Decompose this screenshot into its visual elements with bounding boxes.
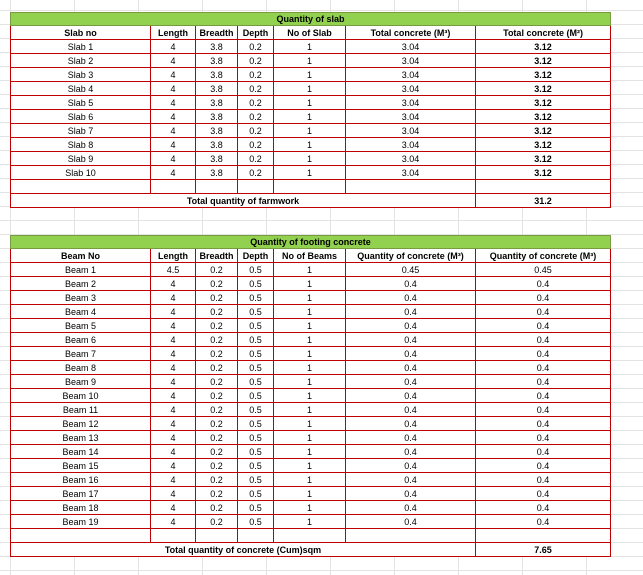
- slab-cell[interactable]: 1: [274, 166, 346, 180]
- beam-cell[interactable]: 1: [274, 473, 346, 487]
- beam-cell[interactable]: 0.4: [346, 487, 476, 501]
- beam-cell[interactable]: 4: [151, 333, 196, 347]
- beam-cell[interactable]: 1: [274, 487, 346, 501]
- beam-cell[interactable]: 1: [274, 375, 346, 389]
- beam-cell[interactable]: 0.2: [196, 473, 238, 487]
- beam-cell[interactable]: 4: [151, 375, 196, 389]
- slab-cell[interactable]: 3.12: [476, 110, 611, 124]
- slab-cell[interactable]: 4: [151, 124, 196, 138]
- beam-header-cell[interactable]: No of Beams: [274, 249, 346, 263]
- beam-cell[interactable]: 0.5: [238, 319, 274, 333]
- slab-header-cell[interactable]: Slab no: [11, 26, 151, 40]
- beam-cell[interactable]: 4: [151, 361, 196, 375]
- slab-cell[interactable]: 0.2: [238, 110, 274, 124]
- beam-cell[interactable]: Beam 12: [11, 417, 151, 431]
- slab-cell[interactable]: Slab 6: [11, 110, 151, 124]
- slab-cell[interactable]: Slab 7: [11, 124, 151, 138]
- beam-cell[interactable]: 1: [274, 515, 346, 529]
- slab-cell[interactable]: 3.04: [346, 138, 476, 152]
- beam-cell[interactable]: 0.2: [196, 305, 238, 319]
- table-row: [11, 473, 611, 487]
- beam-cell[interactable]: 4: [151, 487, 196, 501]
- table-row: [11, 389, 611, 403]
- table-row: [11, 40, 611, 54]
- beam-cell[interactable]: Beam 15: [11, 459, 151, 473]
- beam-cell[interactable]: Beam 4: [11, 305, 151, 319]
- slab-cell[interactable]: 3.04: [346, 110, 476, 124]
- blank-row: [11, 180, 611, 194]
- beam-cell[interactable]: 0.4: [476, 389, 611, 403]
- beam-cell[interactable]: 0.4: [346, 333, 476, 347]
- slab-cell[interactable]: 3.04: [346, 124, 476, 138]
- slab-total-label[interactable]: Total quantity of farmwork: [11, 194, 476, 208]
- beam-title-row: [11, 236, 611, 249]
- beam-header-cell[interactable]: Quantity of concrete (M³): [476, 249, 611, 263]
- slab-cell[interactable]: 1: [274, 152, 346, 166]
- beam-cell[interactable]: Beam 8: [11, 361, 151, 375]
- beam-cell[interactable]: 0.2: [196, 333, 238, 347]
- table-row: [11, 305, 611, 319]
- slab-cell[interactable]: 3.04: [346, 54, 476, 68]
- beam-cell[interactable]: 0.4: [476, 487, 611, 501]
- beam-cell[interactable]: 0.4: [346, 389, 476, 403]
- slab-cell[interactable]: 3.8: [196, 82, 238, 96]
- beam-cell[interactable]: 4: [151, 515, 196, 529]
- beam-cell[interactable]: 1: [274, 347, 346, 361]
- table-row: [11, 445, 611, 459]
- slab-cell[interactable]: Slab 10: [11, 166, 151, 180]
- empty-cell[interactable]: [238, 180, 274, 194]
- table-row: [11, 96, 611, 110]
- blank-row: [11, 529, 611, 543]
- beam-header-cell[interactable]: Depth: [238, 249, 274, 263]
- slab-cell[interactable]: 1: [274, 82, 346, 96]
- beam-header-row: [11, 249, 611, 263]
- slab-cell[interactable]: Slab 5: [11, 96, 151, 110]
- beam-cell[interactable]: 0.45: [346, 263, 476, 277]
- empty-cell[interactable]: [11, 529, 151, 543]
- slab-cell[interactable]: 1: [274, 138, 346, 152]
- slab-cell[interactable]: 1: [274, 110, 346, 124]
- empty-cell[interactable]: [274, 180, 346, 194]
- empty-cell[interactable]: [151, 529, 196, 543]
- slab-cell[interactable]: 4: [151, 68, 196, 82]
- beam-cell[interactable]: 0.4: [346, 459, 476, 473]
- beam-cell[interactable]: 0.4: [476, 459, 611, 473]
- slab-cell[interactable]: 3.12: [476, 138, 611, 152]
- beam-cell[interactable]: 4: [151, 347, 196, 361]
- table-row: [11, 124, 611, 138]
- beam-cell[interactable]: 0.4: [476, 277, 611, 291]
- beam-cell[interactable]: 0.5: [238, 277, 274, 291]
- slab-cell[interactable]: 3.04: [346, 166, 476, 180]
- slab-header-cell[interactable]: Depth: [238, 26, 274, 40]
- beam-header-cell[interactable]: Beam No: [11, 249, 151, 263]
- slab-cell[interactable]: 4: [151, 138, 196, 152]
- beam-cell[interactable]: 0.5: [238, 445, 274, 459]
- beam-cell[interactable]: Beam 19: [11, 515, 151, 529]
- beam-cell[interactable]: 0.4: [476, 291, 611, 305]
- beam-cell[interactable]: Beam 7: [11, 347, 151, 361]
- slab-total-value[interactable]: 31.2: [476, 194, 611, 208]
- beam-cell[interactable]: 1: [274, 459, 346, 473]
- slab-cell[interactable]: 0.2: [238, 82, 274, 96]
- slab-header-cell[interactable]: Breadth: [196, 26, 238, 40]
- slab-cell[interactable]: 3.8: [196, 40, 238, 54]
- beam-cell[interactable]: 4.5: [151, 263, 196, 277]
- beam-cell[interactable]: 4: [151, 445, 196, 459]
- beam-cell[interactable]: 0.2: [196, 277, 238, 291]
- table-row: [11, 459, 611, 473]
- beam-cell[interactable]: Beam 10: [11, 389, 151, 403]
- slab-cell[interactable]: 3.8: [196, 138, 238, 152]
- beam-cell[interactable]: 0.5: [238, 417, 274, 431]
- slab-cell[interactable]: 4: [151, 166, 196, 180]
- slab-cell[interactable]: 1: [274, 68, 346, 82]
- empty-cell[interactable]: [196, 180, 238, 194]
- beam-cell[interactable]: 1: [274, 277, 346, 291]
- beam-cell[interactable]: 1: [274, 501, 346, 515]
- beam-cell[interactable]: 0.4: [346, 375, 476, 389]
- table-row: [11, 138, 611, 152]
- beam-cell[interactable]: Beam 14: [11, 445, 151, 459]
- slab-cell[interactable]: 1: [274, 54, 346, 68]
- beam-cell[interactable]: 0.5: [238, 361, 274, 375]
- beam-cell[interactable]: 0.45: [476, 263, 611, 277]
- slab-cell[interactable]: 1: [274, 40, 346, 54]
- table-row: [11, 501, 611, 515]
- beam-cell[interactable]: 0.5: [238, 291, 274, 305]
- beam-cell[interactable]: 0.2: [196, 403, 238, 417]
- table-row: [11, 68, 611, 82]
- slab-cell[interactable]: 3.8: [196, 110, 238, 124]
- beam-cell[interactable]: Beam 6: [11, 333, 151, 347]
- slab-cell[interactable]: 4: [151, 110, 196, 124]
- slab-quantity-table: [10, 12, 611, 208]
- beam-cell[interactable]: 4: [151, 459, 196, 473]
- beam-cell[interactable]: Beam 16: [11, 473, 151, 487]
- empty-cell[interactable]: [346, 529, 476, 543]
- table-row: [11, 291, 611, 305]
- beam-total-label[interactable]: Total quantity of concrete (Cum)sqm: [11, 543, 476, 557]
- beam-cell[interactable]: 0.4: [346, 277, 476, 291]
- beam-cell[interactable]: 1: [274, 305, 346, 319]
- beam-cell[interactable]: 0.4: [346, 291, 476, 305]
- beam-cell[interactable]: 0.5: [238, 501, 274, 515]
- beam-cell[interactable]: 0.5: [238, 431, 274, 445]
- beam-cell[interactable]: 4: [151, 501, 196, 515]
- slab-cell[interactable]: 3.12: [476, 124, 611, 138]
- slab-cell[interactable]: Slab 4: [11, 82, 151, 96]
- beam-cell[interactable]: 0.4: [476, 403, 611, 417]
- beam-cell[interactable]: 0.4: [476, 361, 611, 375]
- beam-cell[interactable]: 4: [151, 431, 196, 445]
- beam-cell[interactable]: 0.2: [196, 291, 238, 305]
- beam-cell[interactable]: Beam 2: [11, 277, 151, 291]
- slab-cell[interactable]: 0.2: [238, 96, 274, 110]
- beam-cell[interactable]: 0.2: [196, 501, 238, 515]
- beam-cell[interactable]: 4: [151, 291, 196, 305]
- beam-cell[interactable]: 0.5: [238, 263, 274, 277]
- empty-cell[interactable]: [274, 529, 346, 543]
- slab-cell[interactable]: 4: [151, 82, 196, 96]
- beam-cell[interactable]: 0.4: [476, 417, 611, 431]
- table-row: [11, 403, 611, 417]
- table-row: [11, 152, 611, 166]
- table-row: [11, 333, 611, 347]
- slab-cell[interactable]: 4: [151, 40, 196, 54]
- beam-cell[interactable]: 0.4: [476, 305, 611, 319]
- beam-cell[interactable]: 1: [274, 445, 346, 459]
- slab-header-cell[interactable]: Total concrete (M³): [346, 26, 476, 40]
- beam-cell[interactable]: 0.4: [346, 445, 476, 459]
- beam-cell[interactable]: 0.4: [346, 305, 476, 319]
- beam-cell[interactable]: 4: [151, 319, 196, 333]
- beam-cell[interactable]: Beam 17: [11, 487, 151, 501]
- slab-cell[interactable]: 3.8: [196, 124, 238, 138]
- beam-total-value[interactable]: 7.65: [476, 543, 611, 557]
- slab-cell[interactable]: Slab 1: [11, 40, 151, 54]
- beam-cell[interactable]: 0.5: [238, 389, 274, 403]
- beam-cell[interactable]: 4: [151, 473, 196, 487]
- slab-cell[interactable]: 3.04: [346, 152, 476, 166]
- table-row: [11, 110, 611, 124]
- beam-cell[interactable]: 1: [274, 291, 346, 305]
- beam-cell[interactable]: 0.4: [476, 347, 611, 361]
- beam-cell[interactable]: 0.5: [238, 515, 274, 529]
- slab-cell[interactable]: 3.8: [196, 152, 238, 166]
- beam-cell[interactable]: Beam 3: [11, 291, 151, 305]
- slab-cell[interactable]: 0.2: [238, 40, 274, 54]
- beam-cell[interactable]: Beam 11: [11, 403, 151, 417]
- beam-cell[interactable]: 1: [274, 361, 346, 375]
- slab-cell[interactable]: 0.2: [238, 152, 274, 166]
- beam-cell[interactable]: 0.4: [476, 445, 611, 459]
- beam-cell[interactable]: 4: [151, 417, 196, 431]
- beam-cell[interactable]: 0.2: [196, 445, 238, 459]
- slab-cell[interactable]: 3.8: [196, 96, 238, 110]
- table-row: [11, 431, 611, 445]
- beam-cell[interactable]: 1: [274, 319, 346, 333]
- beam-cell[interactable]: 0.2: [196, 417, 238, 431]
- slab-cell[interactable]: 0.2: [238, 124, 274, 138]
- beam-cell[interactable]: 0.5: [238, 375, 274, 389]
- table-row: [11, 361, 611, 375]
- slab-cell[interactable]: 3.04: [346, 68, 476, 82]
- beam-cell[interactable]: 0.2: [196, 389, 238, 403]
- beam-cell[interactable]: 0.5: [238, 305, 274, 319]
- beam-cell[interactable]: 0.4: [346, 515, 476, 529]
- slab-cell[interactable]: 3.04: [346, 96, 476, 110]
- slab-cell[interactable]: 3.12: [476, 82, 611, 96]
- beam-header-cell[interactable]: Quantity of concrete (M³): [346, 249, 476, 263]
- beam-cell[interactable]: Beam 9: [11, 375, 151, 389]
- beam-cell[interactable]: 0.2: [196, 515, 238, 529]
- slab-cell[interactable]: Slab 9: [11, 152, 151, 166]
- beam-cell[interactable]: 0.2: [196, 459, 238, 473]
- slab-title[interactable]: Quantity of slab: [11, 13, 611, 26]
- table-row: [11, 417, 611, 431]
- beam-cell[interactable]: 0.4: [346, 417, 476, 431]
- beam-cell[interactable]: 0.4: [476, 501, 611, 515]
- footing-concrete-table: [10, 235, 611, 557]
- slab-cell[interactable]: 4: [151, 54, 196, 68]
- slab-cell[interactable]: 3.12: [476, 54, 611, 68]
- slab-header-cell[interactable]: Length: [151, 26, 196, 40]
- beam-cell[interactable]: 0.4: [476, 431, 611, 445]
- beam-title[interactable]: Quantity of footing concrete: [11, 236, 611, 249]
- slab-title-row: [11, 13, 611, 26]
- slab-cell[interactable]: Slab 8: [11, 138, 151, 152]
- beam-cell[interactable]: Beam 1: [11, 263, 151, 277]
- beam-cell[interactable]: 0.2: [196, 319, 238, 333]
- slab-cell[interactable]: 3.12: [476, 96, 611, 110]
- beam-cell[interactable]: 1: [274, 333, 346, 347]
- beam-cell[interactable]: 0.5: [238, 333, 274, 347]
- beam-cell[interactable]: 0.4: [346, 431, 476, 445]
- empty-cell[interactable]: [151, 180, 196, 194]
- empty-cell[interactable]: [11, 180, 151, 194]
- table-row: [11, 54, 611, 68]
- slab-cell[interactable]: Slab 2: [11, 54, 151, 68]
- beam-cell[interactable]: 0.2: [196, 375, 238, 389]
- beam-cell[interactable]: 0.5: [238, 347, 274, 361]
- slab-cell[interactable]: 3.12: [476, 152, 611, 166]
- table-row: [11, 277, 611, 291]
- beam-cell[interactable]: 1: [274, 431, 346, 445]
- beam-cell[interactable]: 0.5: [238, 459, 274, 473]
- slab-total-row: [11, 194, 611, 208]
- beam-cell[interactable]: Beam 18: [11, 501, 151, 515]
- beam-cell[interactable]: 1: [274, 403, 346, 417]
- empty-cell[interactable]: [346, 180, 476, 194]
- beam-cell[interactable]: 1: [274, 263, 346, 277]
- beam-cell[interactable]: 0.4: [476, 375, 611, 389]
- beam-cell[interactable]: 0.5: [238, 403, 274, 417]
- beam-cell[interactable]: 0.2: [196, 263, 238, 277]
- beam-total-row: [11, 543, 611, 557]
- slab-cell[interactable]: 0.2: [238, 138, 274, 152]
- beam-cell[interactable]: 0.2: [196, 431, 238, 445]
- table-row: [11, 347, 611, 361]
- beam-cell[interactable]: 0.4: [346, 319, 476, 333]
- slab-cell[interactable]: 3.8: [196, 68, 238, 82]
- table-row: [11, 82, 611, 96]
- beam-cell[interactable]: 0.4: [346, 403, 476, 417]
- empty-cell[interactable]: [196, 529, 238, 543]
- slab-cell[interactable]: 4: [151, 152, 196, 166]
- beam-cell[interactable]: 0.2: [196, 361, 238, 375]
- beam-cell[interactable]: Beam 13: [11, 431, 151, 445]
- beam-cell[interactable]: 0.4: [476, 473, 611, 487]
- beam-cell[interactable]: 0.4: [476, 515, 611, 529]
- slab-cell[interactable]: 3.8: [196, 54, 238, 68]
- beam-cell[interactable]: 0.5: [238, 473, 274, 487]
- beam-cell[interactable]: 0.4: [476, 319, 611, 333]
- slab-cell[interactable]: 3.8: [196, 166, 238, 180]
- beam-cell[interactable]: 1: [274, 389, 346, 403]
- slab-cell[interactable]: 4: [151, 96, 196, 110]
- beam-header-cell[interactable]: Length: [151, 249, 196, 263]
- beam-cell[interactable]: 1: [274, 417, 346, 431]
- slab-cell[interactable]: 3.04: [346, 40, 476, 54]
- slab-cell[interactable]: 0.2: [238, 54, 274, 68]
- beam-cell[interactable]: 0.4: [346, 361, 476, 375]
- table-row: [11, 515, 611, 529]
- beam-cell[interactable]: 0.4: [346, 473, 476, 487]
- beam-cell[interactable]: 0.2: [196, 487, 238, 501]
- beam-cell[interactable]: 0.2: [196, 347, 238, 361]
- beam-cell[interactable]: 4: [151, 403, 196, 417]
- slab-cell[interactable]: 3.04: [346, 82, 476, 96]
- beam-header-cell[interactable]: Breadth: [196, 249, 238, 263]
- slab-cell[interactable]: 0.2: [238, 166, 274, 180]
- slab-cell[interactable]: 3.12: [476, 40, 611, 54]
- empty-cell[interactable]: [476, 180, 611, 194]
- table-row: [11, 487, 611, 501]
- slab-cell[interactable]: 1: [274, 96, 346, 110]
- empty-cell[interactable]: [476, 529, 611, 543]
- beam-cell[interactable]: 0.4: [346, 347, 476, 361]
- empty-cell[interactable]: [238, 529, 274, 543]
- beam-cell[interactable]: 4: [151, 277, 196, 291]
- slab-header-cell[interactable]: No of Slab: [274, 26, 346, 40]
- slab-cell[interactable]: 0.2: [238, 68, 274, 82]
- table-row: [11, 166, 611, 180]
- slab-cell[interactable]: 1: [274, 124, 346, 138]
- beam-cell[interactable]: Beam 5: [11, 319, 151, 333]
- beam-cell[interactable]: 0.5: [238, 487, 274, 501]
- beam-cell[interactable]: 0.4: [346, 501, 476, 515]
- beam-cell[interactable]: 4: [151, 305, 196, 319]
- beam-cell[interactable]: 0.4: [476, 333, 611, 347]
- table-row: [11, 375, 611, 389]
- slab-cell[interactable]: 3.12: [476, 166, 611, 180]
- beam-cell[interactable]: 4: [151, 389, 196, 403]
- slab-cell[interactable]: 3.12: [476, 68, 611, 82]
- slab-header-row: [11, 26, 611, 40]
- table-row: [11, 319, 611, 333]
- slab-cell[interactable]: Slab 3: [11, 68, 151, 82]
- table-row: [11, 263, 611, 277]
- slab-header-cell[interactable]: Total concrete (M²): [476, 26, 611, 40]
